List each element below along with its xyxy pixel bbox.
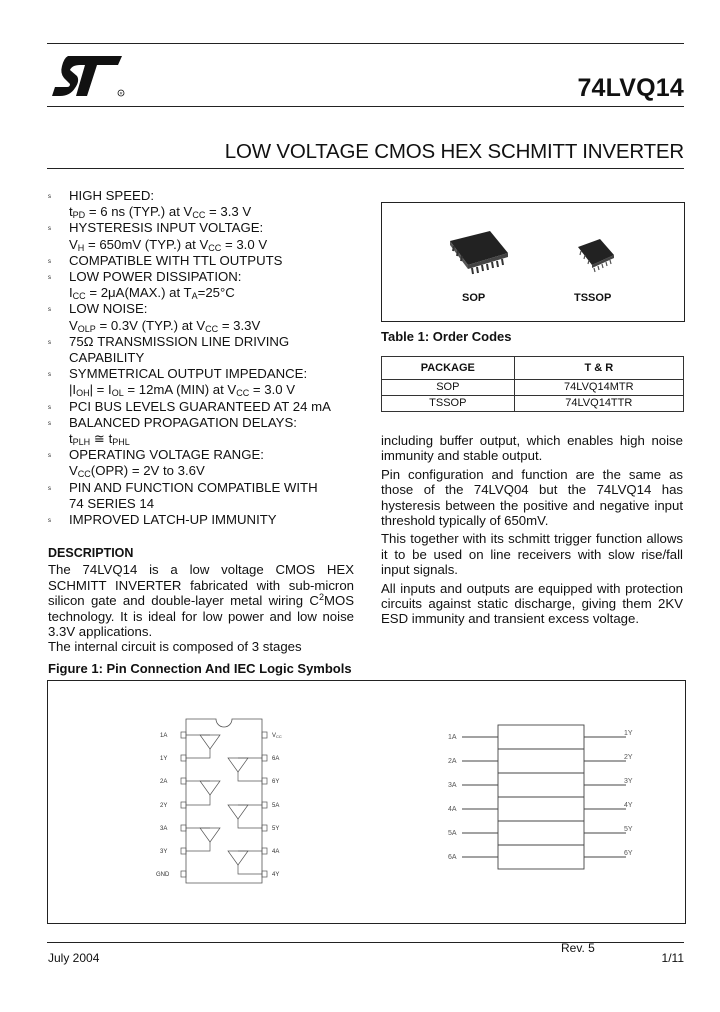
svg-text:6A: 6A	[448, 854, 457, 861]
feature-label: PCI BUS LEVELS GUARANTEED AT 24 mA	[69, 398, 331, 414]
svg-text:1Y: 1Y	[160, 756, 168, 762]
feature-value: (MAX.) at T	[124, 285, 192, 301]
description-continued	[381, 433, 683, 630]
feature-label: CAPABILITY	[69, 350, 145, 366]
table-cell: SOP	[382, 380, 515, 396]
svg-text:3A: 3A	[160, 826, 168, 832]
feature-label: PIN AND FUNCTION COMPATIBLE WITH	[69, 479, 318, 495]
feature-label: SYMMETRICAL OUTPUT IMPEDANCE:	[69, 366, 308, 382]
table-header-row	[382, 357, 684, 380]
svg-text:4Y: 4Y	[624, 802, 633, 809]
bullet: s	[48, 518, 51, 525]
feature-value: 6 ns (TYP.) at V	[100, 204, 193, 220]
iec-output-labels	[624, 730, 633, 857]
bullet: s	[48, 404, 51, 411]
feature-balanced: s BALANCED PROPAGATION DELAYS: $t_{PLH}$ ≅ $t_{PHL}$	[48, 414, 297, 448]
description-heading: DESCRIPTION	[48, 546, 134, 560]
svg-text:4A: 4A	[272, 849, 280, 855]
svg-text:R: R	[119, 90, 123, 96]
table-header-cell: PACKAGE	[382, 357, 515, 380]
feature-symmetrical: s SYMMETRICAL OUTPUT IMPEDANCE: $|I_{OH}| = I_{OL} = 12mA$ (MIN) at $V_{CC} = 3.0$ V	[48, 366, 308, 399]
sop-package-icon	[444, 227, 514, 279]
iec-input-labels	[448, 734, 457, 861]
feature-label: HYSTERESIS INPUT VOLTAGE:	[69, 220, 264, 236]
table-cell: 74LVQ14MTR	[514, 380, 683, 396]
bullet: s	[48, 258, 51, 265]
feature-low-power: s LOW POWER DISSIPATION: $I_{CC} = 2\mu A(MAX.)$ at $T_A=25^\circ C$	[48, 269, 242, 302]
svg-text:6Y: 6Y	[624, 850, 633, 857]
feature-latchup	[48, 512, 358, 528]
bullet: s	[48, 275, 51, 282]
features-list	[48, 188, 358, 528]
order-table-title: Table 1: Order Codes	[381, 329, 512, 344]
svg-text:5Y: 5Y	[624, 826, 633, 833]
revision: Rev. 5	[561, 941, 595, 955]
table-row	[382, 380, 684, 396]
header-bottom-rule	[47, 106, 684, 107]
bullet: s	[48, 485, 51, 492]
sop-label: SOP	[462, 292, 486, 304]
svg-text:1A: 1A	[160, 733, 168, 739]
svg-text:3Y: 3Y	[160, 849, 168, 855]
feature-label: 74 SERIES 14	[69, 495, 155, 511]
svg-text:VCC: VCC	[272, 733, 282, 739]
svg-text:2Y: 2Y	[160, 803, 168, 809]
description-paragraph: The 74LVQ14 is a low voltage CMOS HEX SCHMITT INVERTER fabricated with sub-micron silicon gate and double-layer metal wiring $C^2MOS$ technology. It is ideal for low power and low noise 3.3V applications.	[48, 562, 354, 640]
svg-text:6A: 6A	[272, 756, 280, 762]
svg-text:5A: 5A	[272, 803, 280, 809]
feature-label: 75Ω TRANSMISSION LINE DRIVING	[69, 333, 290, 349]
tssop-label: TSSOP	[574, 292, 612, 304]
bullet: s	[48, 307, 51, 314]
table-header-cell: T & R	[514, 357, 683, 380]
feature-high-speed: s HIGH SPEED: $t_{PD} = 6$ ns (TYP.) at $V_{CC} = 3.3$ V	[48, 188, 252, 221]
svg-text:2A: 2A	[448, 758, 457, 765]
page-title: LOW VOLTAGE CMOS HEX SCHMITT INVERTER	[224, 140, 684, 163]
right-pin-labels	[272, 733, 282, 878]
description-paragraph: All inputs and outputs are equipped with protection circuits against static discharge, giving them 2KV ESD immunity and transient excess voltage.	[381, 580, 683, 627]
figure-box	[47, 680, 686, 924]
feature-op-range: s OPERATING VOLTAGE RANGE: $V_{CC}(OPR) = 2V$ to 3.6V	[48, 447, 264, 480]
footer-date: July 2004	[48, 951, 100, 965]
feature-pin-compat	[48, 480, 358, 512]
svg-text:1Y: 1Y	[624, 730, 633, 737]
pin-connection-diagram	[148, 711, 358, 901]
svg-text:3A: 3A	[448, 782, 457, 789]
description-text: MOS technology. It is ideal for low power and low noise 3.3V applications.	[48, 593, 354, 640]
bullet: s	[48, 372, 51, 379]
feature-label: LOW POWER DISSIPATION:	[69, 269, 242, 285]
bullet: s	[48, 226, 51, 233]
feature-hysteresis: s HYSTERESIS INPUT VOLTAGE: $V_H = 650mV$ (TYP.) at $V_{CC} = 3.0$ V	[48, 220, 268, 253]
table-cell: TSSOP	[382, 396, 515, 412]
header-top-rule	[47, 43, 684, 44]
svg-text:5A: 5A	[448, 830, 457, 837]
svg-text:5Y: 5Y	[272, 826, 280, 832]
feature-label: OPERATING VOLTAGE RANGE:	[69, 447, 264, 463]
svg-text:4A: 4A	[448, 806, 457, 813]
svg-text:6Y: 6Y	[272, 779, 280, 785]
svg-text:3Y: 3Y	[624, 778, 633, 785]
feature-label: BALANCED PROPAGATION DELAYS:	[69, 414, 297, 430]
feature-value: = 2V to 3.6V	[131, 463, 205, 479]
feature-label: IMPROVED LATCH-UP IMMUNITY	[69, 512, 277, 528]
feature-line-driving	[48, 334, 358, 366]
feature-pci	[48, 399, 358, 415]
package-images-box	[381, 202, 685, 322]
feature-label: HIGH SPEED:	[69, 188, 155, 203]
bullet: s	[48, 194, 51, 200]
description-paragraph: Pin configuration and function are the same as those of the 74LVQ04 but the 74LVQ14 has hysteresis between the positive and negative input threshold typically of 650mV.	[381, 466, 683, 529]
feature-ttl	[48, 253, 358, 269]
feature-low-noise: s LOW NOISE: $V_{OLP} = 0.3V$ (TYP.) at $V_{CC} = 3.3V$	[48, 301, 261, 334]
feature-label: COMPATIBLE WITH TTL OUTPUTS	[69, 252, 283, 268]
description-paragraph: The internal circuit is composed of 3 stages	[48, 639, 302, 655]
description-text: The 74LVQ14 is a low voltage CMOS HEX SCHMITT INVERTER fabricated with sub-micron silicon gate and double-layer metal wiring C	[48, 562, 354, 609]
feature-label: LOW NOISE:	[69, 301, 148, 317]
svg-text:1A: 1A	[448, 734, 457, 741]
iec-logic-symbol	[438, 721, 638, 911]
bullet: s	[48, 420, 51, 427]
st-logo	[50, 54, 125, 98]
table-cell: 74LVQ14TTR	[514, 396, 683, 412]
svg-text:4Y: 4Y	[272, 872, 280, 878]
description-paragraph: This together with its schmitt trigger function allows it to be used on line receivers with slow rise/fall input signals.	[381, 531, 683, 578]
feature-value: 650mV (TYP.) at V	[99, 236, 209, 252]
bullet: s	[48, 339, 51, 346]
page-number: 1/11	[661, 951, 684, 965]
description-section	[48, 546, 354, 655]
table-row	[382, 396, 684, 412]
title-rule	[47, 168, 684, 169]
svg-text:2A: 2A	[160, 779, 168, 785]
tssop-package-icon	[572, 233, 620, 275]
figure-title: Figure 1: Pin Connection And IEC Logic Symbols	[48, 661, 352, 676]
svg-text:GND: GND	[156, 872, 170, 878]
part-number: 74LVQ14	[577, 74, 684, 102]
left-pin-labels	[156, 733, 170, 878]
description-paragraph: including buffer output, which enables high noise immunity and stable output.	[381, 433, 683, 464]
feature-value: 0.3V (TYP.) at V	[110, 317, 206, 333]
order-codes-table	[381, 356, 684, 412]
bullet: s	[48, 453, 51, 460]
feature-value: 12mA (MIN) at V	[138, 382, 237, 398]
svg-text:2Y: 2Y	[624, 754, 633, 761]
